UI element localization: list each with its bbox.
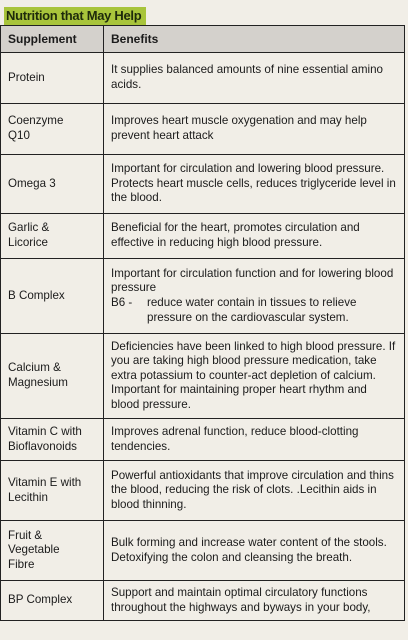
benefits-cell: Beneficial for the heart, promotes circulation and effective in reducing high blood pressure. xyxy=(104,214,405,259)
table-row xyxy=(1,521,405,581)
supplement-cell xyxy=(1,259,104,334)
b6-note xyxy=(111,296,398,325)
table-row xyxy=(1,104,405,155)
benefits-cell: Important for circulation and lowering blood pressure. Protects heart muscle cells, reduces triglyceride level in the blood. xyxy=(104,155,405,214)
benefits-cell: Deficiencies have been linked to high blood pressure. If you are taking high blood pressure medication, take extra potassium to counter-act depletion of calcium. Important for maintaining proper heart rhythm and blood pressure. xyxy=(104,334,405,419)
supplement-name: Garlic & xyxy=(8,221,50,235)
supplement-name: Q10 xyxy=(8,129,30,142)
supplement-name: Fruit & xyxy=(8,528,43,542)
benefits-cell: Improves heart muscle oxygenation and may help prevent heart attack xyxy=(104,104,405,155)
supplement-cell xyxy=(1,521,104,581)
supplement-name: B Complex xyxy=(8,288,65,302)
supplement-name: Lecithin xyxy=(8,490,48,504)
table-row xyxy=(1,581,405,621)
supplement-cell xyxy=(1,104,104,155)
supplement-name: Protein xyxy=(8,70,45,84)
table-row xyxy=(1,214,405,259)
supplement-name: Coenzyme xyxy=(8,114,64,128)
b6-note-text: reduce water contain in tissues to relieve pressure on the cardiovascular system. xyxy=(147,296,357,324)
benefits-cell: It supplies balanced amounts of nine essential amino acids. xyxy=(104,53,405,104)
table-row xyxy=(1,334,405,419)
supplement-name: Vitamin E with xyxy=(8,475,82,489)
supplement-cell xyxy=(1,214,104,259)
supplement-name: Licorice xyxy=(8,236,48,249)
benefits-cell: Improves adrenal function, reduce blood-clotting tendencies. xyxy=(104,419,405,461)
b6-note-key: B6 - xyxy=(111,296,133,309)
nutrition-table xyxy=(0,25,405,621)
table-row xyxy=(1,461,405,521)
supplement-cell xyxy=(1,53,104,104)
supplement-name: BP Complex xyxy=(8,593,73,607)
supplement-cell xyxy=(1,419,104,461)
supplement-name: Omega 3 xyxy=(8,176,56,190)
table-row xyxy=(1,155,405,214)
table-header-row xyxy=(1,26,405,53)
page-title: Nutrition that May Help xyxy=(4,7,146,25)
supplement-name: Vegetable xyxy=(8,543,60,557)
supplement-column-header: Supplement xyxy=(1,26,104,53)
benefits-cell: Support and maintain optimal circulatory functions throughout the highways and byways in your body, xyxy=(104,581,405,621)
supplement-cell xyxy=(1,581,104,621)
supplement-cell xyxy=(1,461,104,521)
supplement-name: Fibre xyxy=(8,557,35,571)
supplement-name: Magnesium xyxy=(8,376,68,389)
benefits-cell: Powerful antioxidants that improve circulation and thins the blood, reducing the risk of clots. .Lecithin aids in blood thinning. xyxy=(104,461,405,521)
supplement-name: Bioflavonoids xyxy=(8,439,77,453)
supplement-cell xyxy=(1,334,104,419)
supplement-name: Calcium & xyxy=(8,361,61,375)
supplement-name: Vitamin C with xyxy=(8,424,82,438)
benefits-text: Important for circulation function and for lowering blood pressure xyxy=(111,266,394,295)
benefits-column-header: Benefits xyxy=(104,26,405,53)
benefits-cell xyxy=(104,259,405,334)
table-row xyxy=(1,419,405,461)
benefits-cell: Bulk forming and increase water content of the stools. Detoxifying the colon and cleansing the breath. xyxy=(104,521,405,581)
table-row xyxy=(1,53,405,104)
table-row xyxy=(1,259,405,334)
supplement-cell xyxy=(1,155,104,214)
